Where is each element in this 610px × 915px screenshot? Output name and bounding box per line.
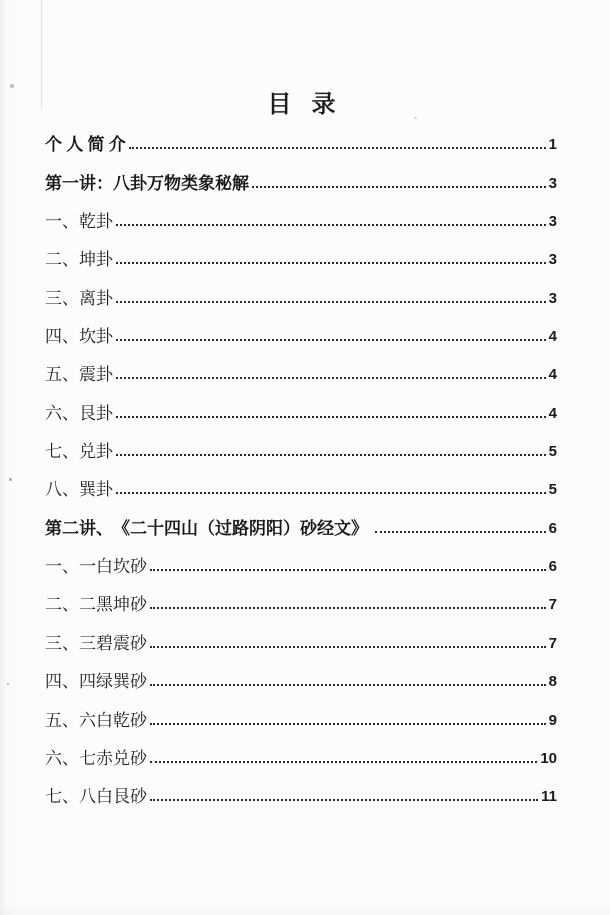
dot-leader xyxy=(116,262,546,264)
toc-entry-label: 二、二黑坤砂 xyxy=(45,595,147,615)
dot-leader xyxy=(150,684,546,686)
toc-entry-label: 六、七赤兑砂 xyxy=(45,748,147,768)
toc-entry xyxy=(45,275,557,313)
toc-entry xyxy=(45,620,557,658)
toc-entry-page: 4 xyxy=(548,404,557,422)
toc-entry-label: 四、坎卦 xyxy=(45,327,113,347)
dot-leader xyxy=(116,301,546,303)
toc-entry-label: 个 人 简 介 xyxy=(45,135,126,155)
scan-speck xyxy=(9,478,12,481)
toc-entry xyxy=(45,122,557,160)
toc-entry xyxy=(45,467,557,505)
toc-entry-label: 七、兑卦 xyxy=(45,442,113,462)
toc-entry-label: 第二讲、 《二十四山（过路阴阳）砂经文》 xyxy=(45,518,373,538)
toc-entry-page: 3 xyxy=(548,251,557,269)
toc-entry-label: 三、离卦 xyxy=(45,288,113,308)
toc-entry-page: 6 xyxy=(548,558,557,576)
dot-leader xyxy=(150,761,537,763)
toc-entry-page: 3 xyxy=(548,213,557,231)
toc-entry-page: 5 xyxy=(548,481,557,499)
toc-entry xyxy=(45,774,557,812)
dot-leader xyxy=(252,186,546,188)
toc-entry-label: 第一讲：八卦万物类象秘解 xyxy=(45,173,249,193)
toc-entry-page: 6 xyxy=(548,519,557,537)
toc-entry xyxy=(45,736,557,774)
toc-entry-label: 三、三碧震砂 xyxy=(45,633,147,653)
dot-leader xyxy=(116,339,546,341)
toc-entry xyxy=(45,429,557,467)
toc-entry-label: 二、坤卦 xyxy=(45,250,113,270)
toc-entry-page: 11 xyxy=(541,788,557,806)
toc-entry xyxy=(45,314,557,352)
toc-entry-label: 四、四绿巽砂 xyxy=(45,672,147,692)
toc-entry-page: 7 xyxy=(548,634,557,652)
toc-entry xyxy=(45,697,557,735)
page-title: 目 录 xyxy=(267,92,343,118)
toc-entry xyxy=(45,544,557,582)
toc-entry-page: 7 xyxy=(548,596,557,614)
toc-entry-label: 一、乾卦 xyxy=(45,212,113,232)
toc-entry-label: 五、震卦 xyxy=(45,365,113,385)
toc-entry-page: 1 xyxy=(548,136,557,154)
dot-leader xyxy=(150,607,546,609)
dot-leader xyxy=(116,492,546,494)
toc-entry-page: 4 xyxy=(548,328,557,346)
dot-leader xyxy=(150,646,546,648)
toc-entry-page: 3 xyxy=(548,289,557,307)
toc-entry-page: 8 xyxy=(548,673,557,691)
toc-entry-page: 4 xyxy=(548,366,557,384)
toc-entry xyxy=(45,505,557,543)
dot-leader xyxy=(116,416,546,418)
dot-leader xyxy=(116,224,546,226)
toc-entry-label: 一、一白坎砂 xyxy=(45,557,147,577)
toc-entry xyxy=(45,582,557,620)
scan-speck xyxy=(7,683,9,685)
dot-leader xyxy=(150,723,546,725)
toc-entry xyxy=(45,659,557,697)
toc-entry-label: 六、艮卦 xyxy=(45,403,113,423)
toc-entry-page: 3 xyxy=(548,174,557,192)
toc-entry xyxy=(45,390,557,428)
dot-leader xyxy=(375,531,545,533)
toc-entry xyxy=(45,237,557,275)
dot-leader xyxy=(116,377,546,379)
toc-entry-label: 八、巽卦 xyxy=(45,480,113,500)
toc-list xyxy=(45,122,557,812)
toc-entry-label: 七、八白艮砂 xyxy=(45,787,147,807)
toc-entry-page: 10 xyxy=(540,749,557,767)
toc-entry-page: 9 xyxy=(548,711,557,729)
dot-leader xyxy=(150,799,538,801)
dot-leader xyxy=(129,147,546,149)
toc-entry xyxy=(45,352,557,390)
toc-entry xyxy=(45,160,557,198)
dot-leader xyxy=(150,569,546,571)
toc-entry-label: 五、六白乾砂 xyxy=(45,710,147,730)
dot-leader xyxy=(116,454,546,456)
toc-entry xyxy=(45,199,557,237)
toc-entry-page: 5 xyxy=(548,443,557,461)
